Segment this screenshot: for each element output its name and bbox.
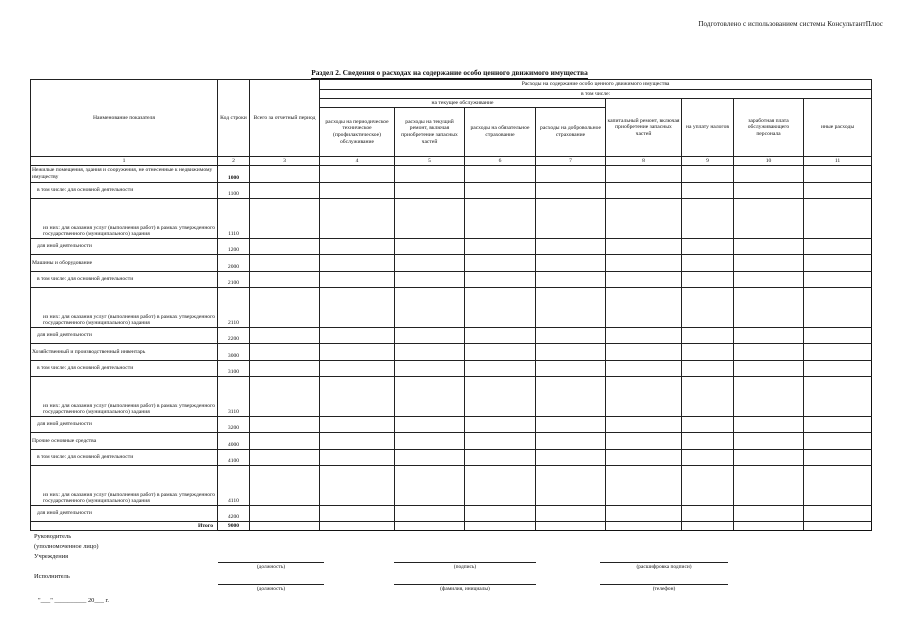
row-label: из них: для оказания услуг (выполнения работ) в рамках утвержденного государственного (муниципального) задания <box>31 466 218 506</box>
value-cell[interactable] <box>395 450 465 466</box>
value-cell[interactable] <box>320 183 395 199</box>
row-label: Машины и оборудование <box>31 255 218 272</box>
header-incl: в том числе: <box>320 90 872 99</box>
table-row <box>31 328 872 344</box>
header-c6: расходы на обязательное страхование <box>465 108 536 157</box>
value-cell[interactable] <box>465 255 536 272</box>
performer-label: Исполнитель <box>34 573 70 580</box>
value-cell[interactable] <box>395 255 465 272</box>
row-code: 4110 <box>218 466 250 506</box>
value-cell[interactable] <box>320 433 395 450</box>
row-code: 1100 <box>218 183 250 199</box>
value-cell[interactable] <box>465 377 536 417</box>
value-cell[interactable] <box>250 255 320 272</box>
value-cell[interactable] <box>536 433 606 450</box>
value-cell[interactable] <box>320 506 395 522</box>
value-cell[interactable] <box>804 239 872 255</box>
row-label: Прочие основные средства <box>31 433 218 450</box>
row-code: 1200 <box>218 239 250 255</box>
row-code: 1110 <box>218 199 250 239</box>
value-cell[interactable] <box>804 506 872 522</box>
value-cell[interactable] <box>606 272 682 288</box>
value-cell[interactable] <box>250 433 320 450</box>
value-cell[interactable] <box>320 450 395 466</box>
table-row <box>31 199 872 239</box>
value-cell[interactable] <box>250 199 320 239</box>
value-cell[interactable] <box>734 288 804 328</box>
value-cell[interactable] <box>465 417 536 433</box>
value-cell[interactable] <box>250 328 320 344</box>
row-label: в том числе: для основной деятельности <box>31 450 218 466</box>
value-cell[interactable] <box>804 361 872 377</box>
row-code: 2110 <box>218 288 250 328</box>
value-cell[interactable] <box>734 377 804 417</box>
value-cell[interactable] <box>465 506 536 522</box>
row-code: 4000 <box>218 433 250 450</box>
row-code: 2200 <box>218 328 250 344</box>
value-cell[interactable] <box>734 344 804 361</box>
row-code: 4200 <box>218 506 250 522</box>
column-number: 7 <box>536 157 606 166</box>
row-code: 3100 <box>218 361 250 377</box>
value-cell[interactable] <box>250 272 320 288</box>
value-cell[interactable] <box>804 272 872 288</box>
row-code: 4100 <box>218 450 250 466</box>
value-cell[interactable] <box>734 166 804 183</box>
table-row <box>31 255 872 272</box>
value-cell[interactable] <box>395 417 465 433</box>
value-cell[interactable] <box>465 433 536 450</box>
position2-caption: (должность) <box>218 584 324 592</box>
header-current: на текущее обслуживание <box>320 99 606 108</box>
value-cell[interactable] <box>465 239 536 255</box>
value-cell[interactable] <box>320 239 395 255</box>
value-cell[interactable] <box>606 417 682 433</box>
value-cell[interactable] <box>606 183 682 199</box>
value-cell[interactable] <box>606 344 682 361</box>
value-cell[interactable] <box>536 166 606 183</box>
value-cell[interactable] <box>395 361 465 377</box>
value-cell[interactable] <box>465 328 536 344</box>
column-number: 6 <box>465 157 536 166</box>
column-number: 3 <box>250 157 320 166</box>
value-cell[interactable] <box>682 377 734 417</box>
value-cell[interactable] <box>536 288 606 328</box>
table-row <box>31 361 872 377</box>
value-cell[interactable] <box>606 328 682 344</box>
value-cell[interactable] <box>250 288 320 328</box>
value-cell[interactable] <box>320 377 395 417</box>
value-cell[interactable] <box>734 450 804 466</box>
column-number: 9 <box>682 157 734 166</box>
value-cell[interactable] <box>536 344 606 361</box>
decode-caption: (расшифровка подписи) <box>600 562 728 570</box>
value-cell[interactable] <box>734 506 804 522</box>
value-cell[interactable] <box>682 344 734 361</box>
value-cell[interactable] <box>465 288 536 328</box>
value-cell[interactable] <box>465 199 536 239</box>
value-cell[interactable] <box>606 288 682 328</box>
table-row <box>31 344 872 361</box>
section-title: Раздел 2. Сведения о расходах на содержание особо ценного движимого имущества <box>311 68 588 77</box>
value-cell[interactable] <box>250 417 320 433</box>
value-cell[interactable] <box>682 166 734 183</box>
value-cell[interactable] <box>682 199 734 239</box>
row-code: 3200 <box>218 417 250 433</box>
value-cell[interactable] <box>320 166 395 183</box>
header-code: Код строки <box>218 80 250 157</box>
value-cell[interactable] <box>804 466 872 506</box>
row-label: в том числе: для основной деятельности <box>31 183 218 199</box>
value-cell[interactable] <box>682 433 734 450</box>
value-cell[interactable] <box>250 466 320 506</box>
table-row <box>31 417 872 433</box>
value-cell[interactable] <box>606 466 682 506</box>
value-cell[interactable] <box>804 450 872 466</box>
value-cell[interactable] <box>682 288 734 328</box>
row-label: Итого <box>31 522 218 531</box>
value-cell[interactable] <box>465 450 536 466</box>
value-cell[interactable] <box>250 450 320 466</box>
value-cell[interactable] <box>395 288 465 328</box>
table-row <box>31 506 872 522</box>
value-cell[interactable] <box>606 166 682 183</box>
header-c4: расходы на периодическое техническое (профилактическое) обслуживание <box>320 108 395 157</box>
row-label: Хозяйственный и производственный инвентарь <box>31 344 218 361</box>
value-cell[interactable] <box>606 239 682 255</box>
value-cell[interactable] <box>395 344 465 361</box>
fio-caption: (фамилия, инициалы) <box>394 584 536 592</box>
value-cell[interactable] <box>395 506 465 522</box>
value-cell[interactable] <box>734 417 804 433</box>
value-cell[interactable] <box>804 417 872 433</box>
value-cell[interactable] <box>734 239 804 255</box>
value-cell[interactable] <box>682 328 734 344</box>
value-cell[interactable] <box>395 183 465 199</box>
sign-caption: (подпись) <box>394 562 536 570</box>
row-label: для иной деятельности <box>31 328 218 344</box>
form-sheet <box>30 79 871 531</box>
value-cell[interactable] <box>606 506 682 522</box>
value-cell[interactable] <box>465 361 536 377</box>
column-number: 8 <box>606 157 682 166</box>
header-c5: расходы на текущий ремонт, включая приобретение запасных частей <box>395 108 465 157</box>
value-cell[interactable] <box>250 506 320 522</box>
value-cell[interactable] <box>395 239 465 255</box>
value-cell[interactable] <box>320 288 395 328</box>
value-cell[interactable] <box>682 183 734 199</box>
value-cell[interactable] <box>682 506 734 522</box>
value-cell[interactable] <box>682 466 734 506</box>
value-cell[interactable] <box>395 466 465 506</box>
value-cell[interactable] <box>804 328 872 344</box>
row-label: Нежилые помещения, здания и сооружения, не отнесенные к недвижимому имуществу <box>31 166 218 183</box>
value-cell[interactable] <box>320 466 395 506</box>
column-number: 1 <box>31 157 218 166</box>
value-cell[interactable] <box>320 328 395 344</box>
header-c8: капитальный ремонт, включая приобретение запасных частей <box>606 99 682 157</box>
value-cell[interactable] <box>395 272 465 288</box>
value-cell[interactable] <box>250 377 320 417</box>
row-label: для иной деятельности <box>31 239 218 255</box>
value-cell[interactable] <box>682 450 734 466</box>
value-cell[interactable] <box>536 183 606 199</box>
value-cell[interactable] <box>465 272 536 288</box>
position-caption: (должность) <box>218 562 324 570</box>
header-name: Наименование показателя <box>31 80 218 157</box>
value-cell[interactable] <box>465 166 536 183</box>
value-cell[interactable] <box>536 255 606 272</box>
value-cell[interactable] <box>606 450 682 466</box>
head-label-1: Руководитель <box>34 533 72 540</box>
value-cell[interactable] <box>804 255 872 272</box>
column-number: 10 <box>734 157 804 166</box>
row-label: из них: для оказания услуг (выполнения работ) в рамках утвержденного государственного (муниципального) задания <box>31 199 218 239</box>
head-label-2: (уполномоченное лицо) <box>34 543 99 550</box>
value-cell[interactable] <box>682 272 734 288</box>
value-cell[interactable] <box>395 166 465 183</box>
value-cell[interactable] <box>250 344 320 361</box>
value-cell[interactable] <box>536 506 606 522</box>
value-cell[interactable] <box>606 255 682 272</box>
header-c9: на уплату налогов <box>682 99 734 157</box>
value-cell[interactable] <box>734 361 804 377</box>
value-cell[interactable] <box>536 377 606 417</box>
table-row <box>31 183 872 199</box>
value-cell[interactable] <box>536 239 606 255</box>
value-cell[interactable] <box>250 166 320 183</box>
value-cell[interactable] <box>682 417 734 433</box>
value-cell[interactable] <box>320 417 395 433</box>
column-number: 5 <box>395 157 465 166</box>
table-row <box>31 466 872 506</box>
value-cell[interactable] <box>536 328 606 344</box>
table-row <box>31 377 872 417</box>
table-row <box>31 166 872 183</box>
value-cell[interactable] <box>606 433 682 450</box>
value-cell[interactable] <box>320 199 395 239</box>
header-total: Всего за отчетный период <box>250 80 320 157</box>
column-number: 4 <box>320 157 395 166</box>
value-cell[interactable] <box>682 239 734 255</box>
value-cell[interactable] <box>804 183 872 199</box>
row-code: 1000 <box>218 166 250 183</box>
value-cell[interactable] <box>465 466 536 506</box>
value-cell[interactable] <box>536 417 606 433</box>
value-cell[interactable] <box>804 433 872 450</box>
table-row <box>31 450 872 466</box>
value-cell[interactable] <box>320 361 395 377</box>
value-cell[interactable] <box>250 183 320 199</box>
value-cell[interactable] <box>250 239 320 255</box>
value-cell[interactable] <box>734 183 804 199</box>
date-line: "___" __________ 20___ г. <box>38 597 110 604</box>
value-cell[interactable] <box>536 450 606 466</box>
header-c7: расходы на добровольное страхование <box>536 108 606 157</box>
value-cell[interactable] <box>606 377 682 417</box>
row-code: 3110 <box>218 377 250 417</box>
top-note: Подготовлено с использованием системы КонсультантПлюс <box>698 20 883 28</box>
value-cell[interactable] <box>734 466 804 506</box>
row-label: для иной деятельности <box>31 506 218 522</box>
row-label: из них: для оказания услуг (выполнения работ) в рамках утвержденного государственного (муниципального) задания <box>31 377 218 417</box>
value-cell[interactable] <box>804 288 872 328</box>
value-cell[interactable] <box>320 255 395 272</box>
row-code: 9000 <box>218 522 250 531</box>
row-code: 3000 <box>218 344 250 361</box>
row-label: для иной деятельности <box>31 417 218 433</box>
value-cell[interactable] <box>395 199 465 239</box>
header-c11: иные расходы <box>804 99 872 157</box>
value-cell[interactable] <box>606 361 682 377</box>
value-cell[interactable] <box>804 166 872 183</box>
header-group: Расходы на содержание особо ценного движимого имущества <box>320 80 872 90</box>
expenses-table <box>30 79 872 531</box>
value-cell[interactable] <box>682 361 734 377</box>
value-cell[interactable] <box>682 255 734 272</box>
value-cell[interactable] <box>320 272 395 288</box>
value-cell[interactable] <box>536 272 606 288</box>
row-code: 2000 <box>218 255 250 272</box>
table-row <box>31 239 872 255</box>
value-cell[interactable] <box>536 466 606 506</box>
value-cell[interactable] <box>536 199 606 239</box>
value-cell[interactable] <box>465 183 536 199</box>
value-cell[interactable] <box>734 199 804 239</box>
value-cell[interactable] <box>250 361 320 377</box>
value-cell[interactable] <box>395 433 465 450</box>
phone-caption: (телефон) <box>600 584 728 592</box>
value-cell[interactable] <box>465 344 536 361</box>
value-cell[interactable] <box>734 328 804 344</box>
value-cell[interactable] <box>606 199 682 239</box>
head-label-3: Учреждения <box>34 553 69 560</box>
table-row <box>31 433 872 450</box>
row-label: в том числе: для основной деятельности <box>31 272 218 288</box>
value-cell[interactable] <box>536 361 606 377</box>
value-cell[interactable] <box>804 199 872 239</box>
row-label: в том числе: для основной деятельности <box>31 361 218 377</box>
column-number: 11 <box>804 157 872 166</box>
value-cell[interactable] <box>395 377 465 417</box>
value-cell[interactable] <box>804 344 872 361</box>
table-row <box>31 288 872 328</box>
row-code: 2100 <box>218 272 250 288</box>
value-cell[interactable] <box>734 272 804 288</box>
value-cell[interactable] <box>320 344 395 361</box>
value-cell[interactable] <box>804 377 872 417</box>
column-number: 2 <box>218 157 250 166</box>
row-label: из них: для оказания услуг (выполнения работ) в рамках утвержденного государственного (муниципального) задания <box>31 288 218 328</box>
value-cell[interactable] <box>395 328 465 344</box>
header-c10: заработная плата обслуживающего персонала <box>734 99 804 157</box>
signature-block <box>30 530 871 630</box>
value-cell[interactable] <box>734 433 804 450</box>
value-cell[interactable] <box>734 255 804 272</box>
table-row <box>31 272 872 288</box>
